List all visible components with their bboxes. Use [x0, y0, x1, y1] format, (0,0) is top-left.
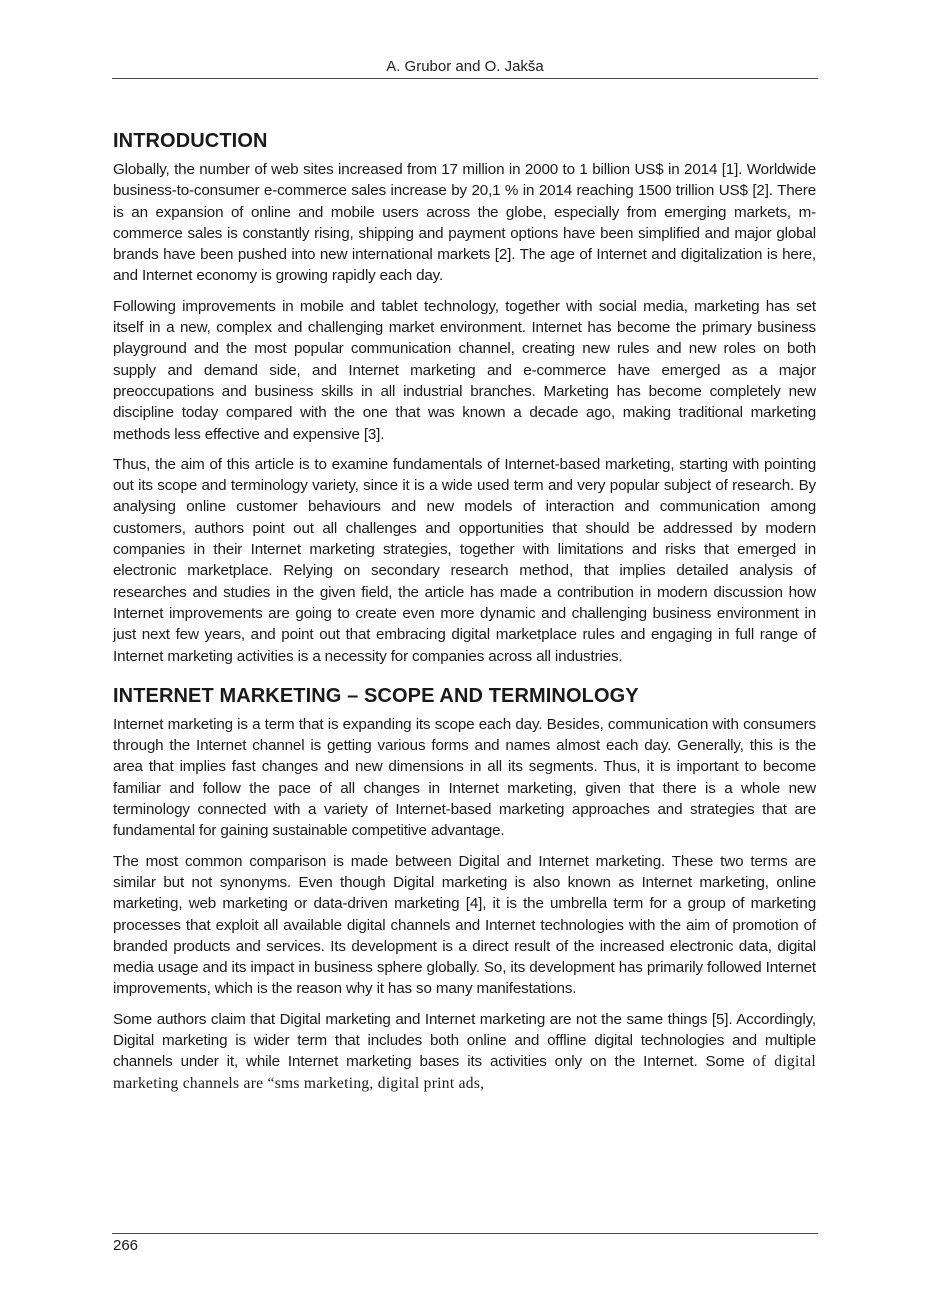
- paragraph: Globally, the number of web sites increased from 17 million in 2000 to 1 billion US$ in 2014 [1]. Worldwide business-to-consumer e-commerce sales increase by 20,1 % in 2014 reaching 1500 trillion US$ [2]. There is an expansion of online and mobile users across the globe, especially from emerging markets, m-commerce sales is constantly rising, shipping and payment options have been simplified and major global brands have been pushed into new international markets [2]. The age of Internet and digitalization is here, and Internet economy is growing rapidly each day.: [113, 161, 816, 285]
- page-number: 266: [113, 1237, 139, 1254]
- article-body: [113, 128, 816, 1103]
- section-heading: INTERNET MARKETING – SCOPE AND TERMINOLOGY: [113, 684, 639, 707]
- paragraph: Internet marketing is a term that is expanding its scope each day. Besides, communication with consumers through the Internet channel is getting various forms and names almost each day. Generally, this is the area that implies fast changes and new dimensions in all its segments. Thus, it is important to become familiar and follow the pace of all changes in Internet marketing, given that there is a whole new terminology connected with a variety of Internet-based marketing approaches and strategies that are fundamental for gaining sustainable competitive advantage.: [113, 715, 816, 840]
- paragraph: Following improvements in mobile and tablet technology, together with social media, marketing has set itself in a new, complex and challenging market environment. Internet has become the primary business playground and the most popular communication channel, creating new rules and new roles on both supply and demand side, and Internet marketing and e-commerce have emerged as a major preoccupations and business skills in all industrial branches. Marketing has become completely new discipline today compared with the one that was known a decade ago, making traditional marketing methods less effective and expensive [3].: [113, 297, 816, 443]
- paragraph: The most common comparison is made between Digital and Internet marketing. These two terms are similar but not synonyms. Even though Digital marketing is also known as Internet marketing, online marketing, web marketing or data-driven marketing [4], it is the umbrella term for a group of marketing processes that exploit all available digital channels and Internet technologies with the aim of promotion of branded products and services. Its development is a direct result of the increased electronic data, digital media usage and its impact in business sphere globally. So, its development has primarily followed Internet improvements, which is the reason why it has so many manifestations.: [113, 852, 816, 998]
- running-head: A. Grubor and O. Jakša: [386, 58, 544, 75]
- section-heading: INTRODUCTION: [113, 130, 268, 152]
- paragraph: [113, 1009, 816, 1094]
- paragraph-serif-continuation: of digital marketing channels are “sms marketing, digital print ads,: [113, 1053, 816, 1092]
- paragraph-text: Some authors claim that Digital marketing and Internet marketing are not the same things [5]. Accordingly, Digital marketing is wider term that includes both online and offline digital technologies and multiple channels under it, while Internet marketing bases its activities only on the Internet. Some: [113, 1010, 816, 1071]
- footer-rule: [112, 1233, 818, 1234]
- section-introduction: [113, 128, 816, 667]
- section-internet-marketing: [113, 683, 816, 1094]
- header-rule: [112, 78, 818, 79]
- paragraph: Thus, the aim of this article is to examine fundamentals of Internet-based marketing, starting with pointing out its scope and terminology variety, since it is a wide used term and very popular subject of research. By analysing online customer behaviours and new models of interaction and communication among customers, authors point out all challenges and opportunities that should be addressed by modern companies in their Internet marketing strategies, together with limitations and risks that emerged in electronic marketplace. Relying on secondary research method, that implies detailed analysis of researches and studies in the given field, the article has made a contribution in modern discussion how Internet improvements are going to create even more dynamic and challenging business environment in just next few years, and point out that embracing digital marketplace rules and engaging in full range of Internet marketing activities is a necessity for companies across all industries.: [113, 455, 816, 665]
